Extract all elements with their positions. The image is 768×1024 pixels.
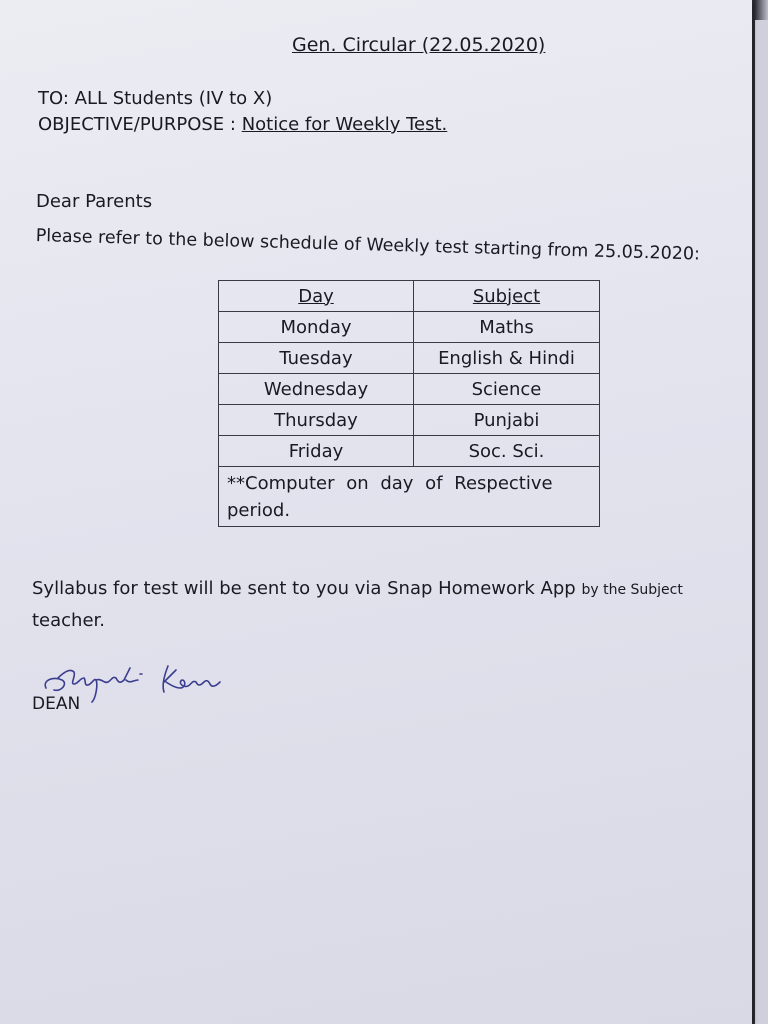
table-note-row	[219, 467, 600, 527]
table-row	[219, 436, 600, 467]
intro-text: Please refer to the below schedule of Weekly test starting from 25.05.2020:	[35, 226, 701, 265]
signatory-title: DEAN	[32, 694, 81, 714]
header-day: Day	[219, 281, 414, 312]
syllabus-line	[32, 578, 683, 599]
syllabus-text: Syllabus for test will be sent to you via Snap Homework App	[32, 578, 576, 599]
subject-cell: Science	[414, 374, 600, 405]
day-cell: Thursday	[219, 405, 414, 436]
day-cell: Tuesday	[219, 343, 414, 374]
subject-cell: Soc. Sci.	[414, 436, 600, 467]
day-cell: Friday	[219, 436, 414, 467]
day-cell: Monday	[219, 312, 414, 343]
recipient-line	[38, 88, 272, 109]
table-row	[219, 343, 600, 374]
objective-label: OBJECTIVE/PURPOSE :	[38, 114, 236, 135]
subject-cell: English & Hindi	[414, 343, 600, 374]
header-subject: Subject	[414, 281, 600, 312]
subject-cell: Maths	[414, 312, 600, 343]
subject-cell: Punjabi	[414, 405, 600, 436]
syllabus-tail: by the Subject	[581, 582, 683, 598]
table-row	[219, 312, 600, 343]
objective-value: Notice for Weekly Test.	[241, 114, 448, 135]
next-page-edge	[752, 20, 768, 1024]
to-label: TO:	[38, 88, 69, 109]
circular-header: Gen. Circular (22.05.2020)	[292, 34, 546, 56]
table-header-row	[219, 281, 600, 312]
syllabus-line-end: teacher.	[32, 610, 106, 631]
objective-line	[38, 114, 447, 135]
table-row	[219, 405, 600, 436]
schedule-table	[218, 280, 600, 527]
day-cell: Wednesday	[219, 374, 414, 405]
table-row	[219, 374, 600, 405]
to-value: ALL Students (IV to X)	[74, 88, 273, 109]
computer-note: **Computer on day of Respective period.	[219, 467, 600, 527]
greeting: Dear Parents	[36, 191, 153, 212]
